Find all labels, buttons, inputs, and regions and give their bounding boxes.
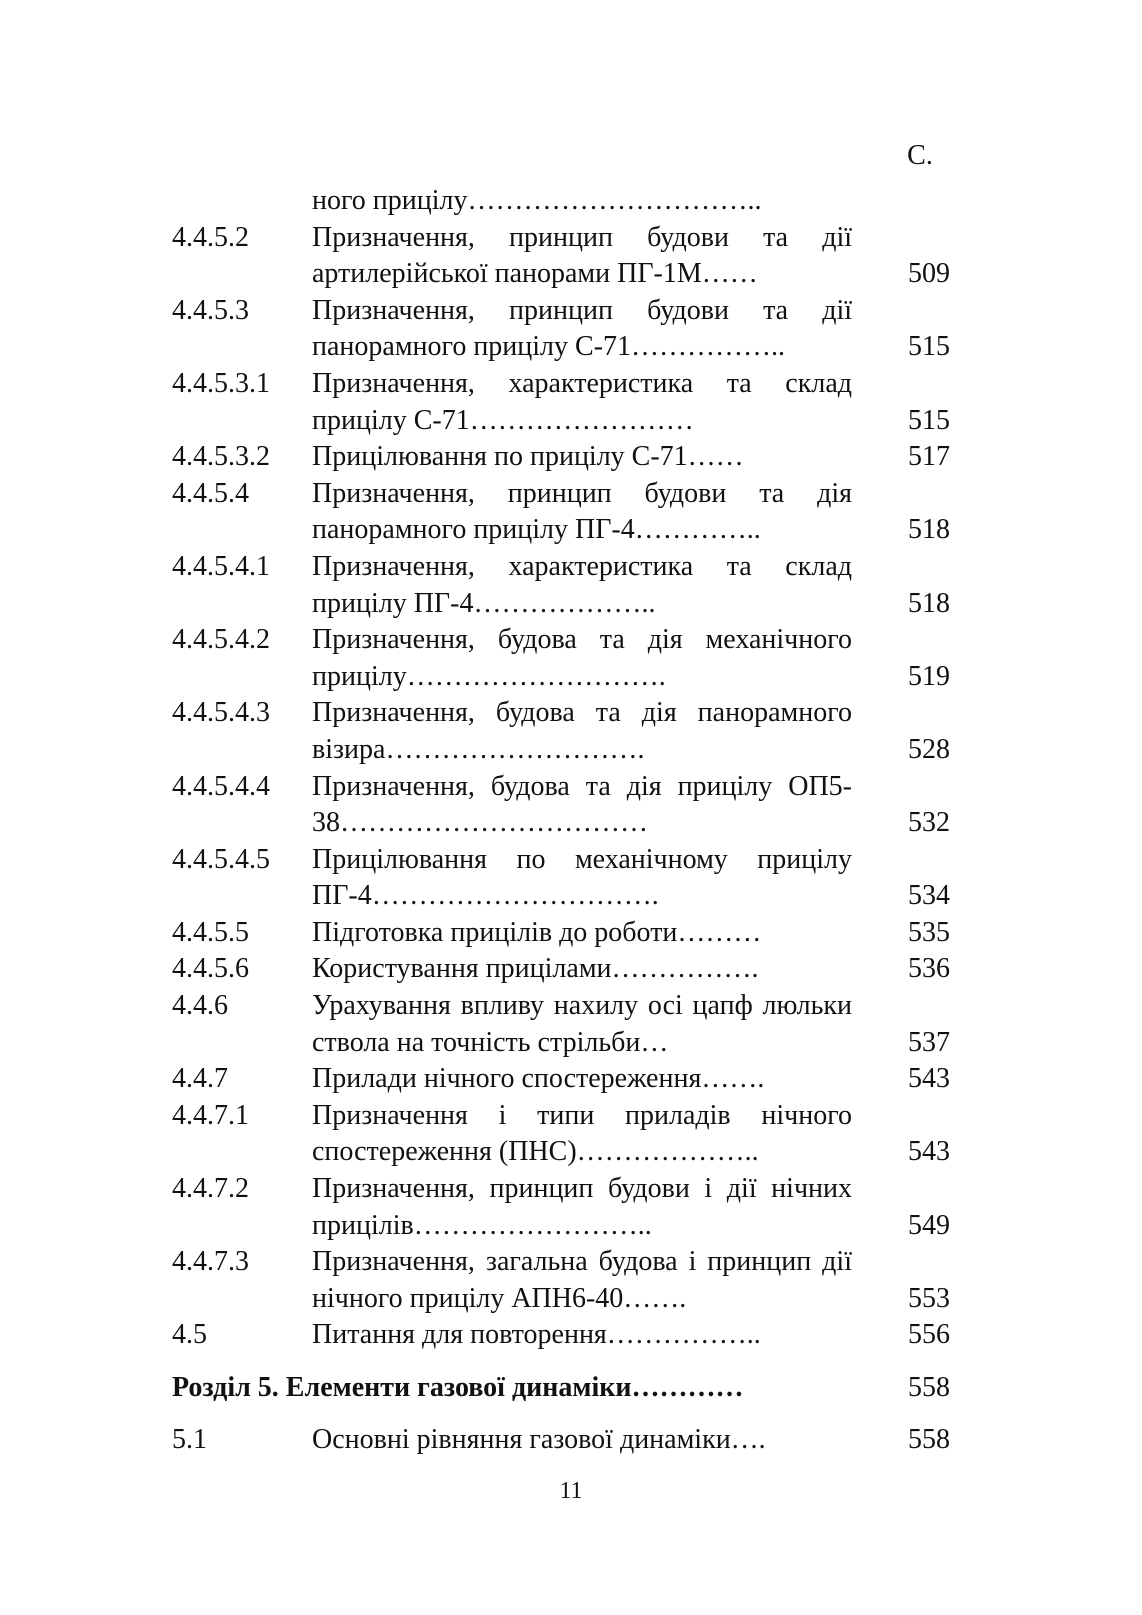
toc-entry-page: 528 — [908, 733, 950, 765]
toc-entry-title: Призначення і типи приладів нічного спостереження (ПНС)……………….. — [312, 1099, 852, 1168]
toc-entry-title: Підготовка прицілів до роботи……… — [312, 916, 762, 948]
toc-entry-number: 4.4.7 — [172, 1063, 228, 1095]
toc-entry — [172, 183, 962, 220]
toc-entry-number: 4.4.6 — [172, 990, 228, 1022]
toc-entry — [172, 476, 962, 549]
toc-entry-number: 4.4.5.5 — [172, 916, 249, 948]
toc-entry-number — [172, 183, 312, 220]
toc-entry-page: 536 — [908, 953, 950, 985]
toc-entry-number: 4.4.5.4.5 — [172, 843, 270, 875]
toc-section-before — [172, 183, 962, 1354]
toc-entry-page: 532 — [908, 807, 950, 839]
toc-entry-number: 4.4.7.2 — [172, 1173, 249, 1205]
toc-entry-page: 553 — [908, 1282, 950, 1314]
toc-entry-title: Призначення, характеристика та склад прицілу ПГ-4……………….. — [312, 550, 852, 619]
toc-entry — [172, 439, 962, 476]
toc-entry — [172, 1422, 962, 1459]
toc-entry — [172, 1244, 962, 1317]
toc-entry-number: 4.4.5.6 — [172, 953, 249, 985]
toc-entry-number: 4.4.5.2 — [172, 221, 249, 253]
toc-entry-title: Питання для повторення…………….. — [312, 1319, 761, 1351]
chapter-heading — [172, 1370, 962, 1406]
toc-entry — [172, 622, 962, 695]
toc-entry-title: Призначення, принцип будови та дії артилерійської панорами ПГ-1М…… — [312, 221, 852, 290]
toc-entry-page: 515 — [908, 404, 950, 436]
toc-entry-number: 5.1 — [172, 1424, 207, 1455]
toc-entry — [172, 769, 962, 842]
toc-entry-page: 519 — [908, 660, 950, 692]
toc-entry-number: 4.4.7.1 — [172, 1099, 249, 1131]
toc-entry-title: Призначення, принцип будови та дія панорамного прицілу ПГ-4………….. — [312, 477, 852, 546]
toc-entry — [172, 1317, 962, 1354]
toc-entry — [172, 1098, 962, 1171]
toc-entry-number: 4.4.5.4.1 — [172, 550, 270, 582]
toc-entry — [172, 220, 962, 293]
toc-entry-number: 4.4.5.4 — [172, 477, 249, 509]
toc-entry — [172, 951, 962, 988]
toc-entry-title: Урахування впливу нахилу осі цапф люльки ствола на точність стрільби… — [312, 990, 852, 1058]
toc-entry-title: Прилади нічного спостереження……. — [312, 1063, 765, 1095]
toc-entry — [172, 1061, 962, 1098]
toc-entry — [172, 988, 962, 1061]
toc-entry-page: 509 — [908, 258, 950, 290]
toc-entry-page: 518 — [908, 587, 950, 619]
toc-entry — [172, 915, 962, 952]
toc-entry-number: 4.4.5.4.3 — [172, 697, 270, 729]
toc-entry — [172, 549, 962, 622]
toc-entry-title: Призначення, будова та дія механічного прицілу………………………. — [312, 624, 852, 692]
toc-entry — [172, 366, 962, 439]
toc-entry-title: Призначення, принцип будови і дії нічних прицілів…………………….. — [312, 1173, 852, 1241]
chapter-page-number: 558 — [908, 1372, 950, 1403]
toc-entry — [172, 293, 962, 366]
toc-entry-number: 4.4.5.4.2 — [172, 624, 270, 656]
toc-entry — [172, 842, 962, 915]
toc-entry-page: 518 — [908, 514, 950, 546]
toc-entry-title: Основні рівняння газової динаміки…. — [312, 1424, 766, 1455]
toc-entry-title: Призначення, принцип будови та дії панорамного прицілу С-71…………….. — [312, 294, 852, 363]
toc-entry-page: 543 — [908, 1063, 950, 1095]
toc-entry-title: Користування прицілами……………. — [312, 953, 759, 985]
toc-entry-page: 556 — [908, 1319, 950, 1351]
toc-entry-number: 4.4.5.3.2 — [172, 441, 270, 473]
toc-entry-title: Прицілювання по механічному прицілу ПГ-4…………………………. — [312, 843, 852, 912]
toc-section-after — [172, 1422, 962, 1459]
toc-entry-title: Призначення, будова та дія прицілу ОП5-38…………………………… — [312, 770, 852, 839]
toc-entry-page: 515 — [908, 331, 950, 363]
toc-entry — [172, 1171, 962, 1244]
page-number: 11 — [559, 1478, 583, 1504]
toc-entry-number: 4.5 — [172, 1319, 207, 1351]
toc-entry-number: 4.4.5.4.4 — [172, 770, 270, 802]
page-column-label: С. — [907, 140, 933, 171]
toc-entry-title: Призначення, характеристика та склад прицілу С-71…………………… — [312, 367, 852, 436]
toc-entry-title: Призначення, будова та дія панорамного візира………………………. — [312, 697, 852, 765]
toc-entry-page: 543 — [908, 1136, 950, 1168]
toc-entry-title: Призначення, загальна будова і принцип дії нічного прицілу АПН6-40……. — [312, 1246, 852, 1314]
toc-entry-page: 549 — [908, 1209, 950, 1241]
toc-entry-number: 4.4.5.3.1 — [172, 367, 270, 399]
toc-entry-page: 534 — [908, 880, 950, 912]
toc-entry-number: 4.4.5.3 — [172, 294, 249, 326]
toc-entry-page: 517 — [908, 441, 950, 473]
toc-entry — [172, 695, 962, 768]
toc-entry-title: Прицілювання по прицілу С-71…… — [312, 441, 744, 473]
table-of-contents — [172, 183, 962, 1459]
toc-entry-page: 535 — [908, 916, 950, 948]
toc-entry-page: 537 — [908, 1026, 950, 1058]
toc-entry-title: ного прицілу………………………….. — [312, 185, 762, 216]
toc-entry-page: 558 — [908, 1424, 950, 1455]
chapter-title: Розділ 5. Елементи газової динаміки………… — [172, 1372, 744, 1403]
toc-entry-number: 4.4.7.3 — [172, 1246, 249, 1278]
